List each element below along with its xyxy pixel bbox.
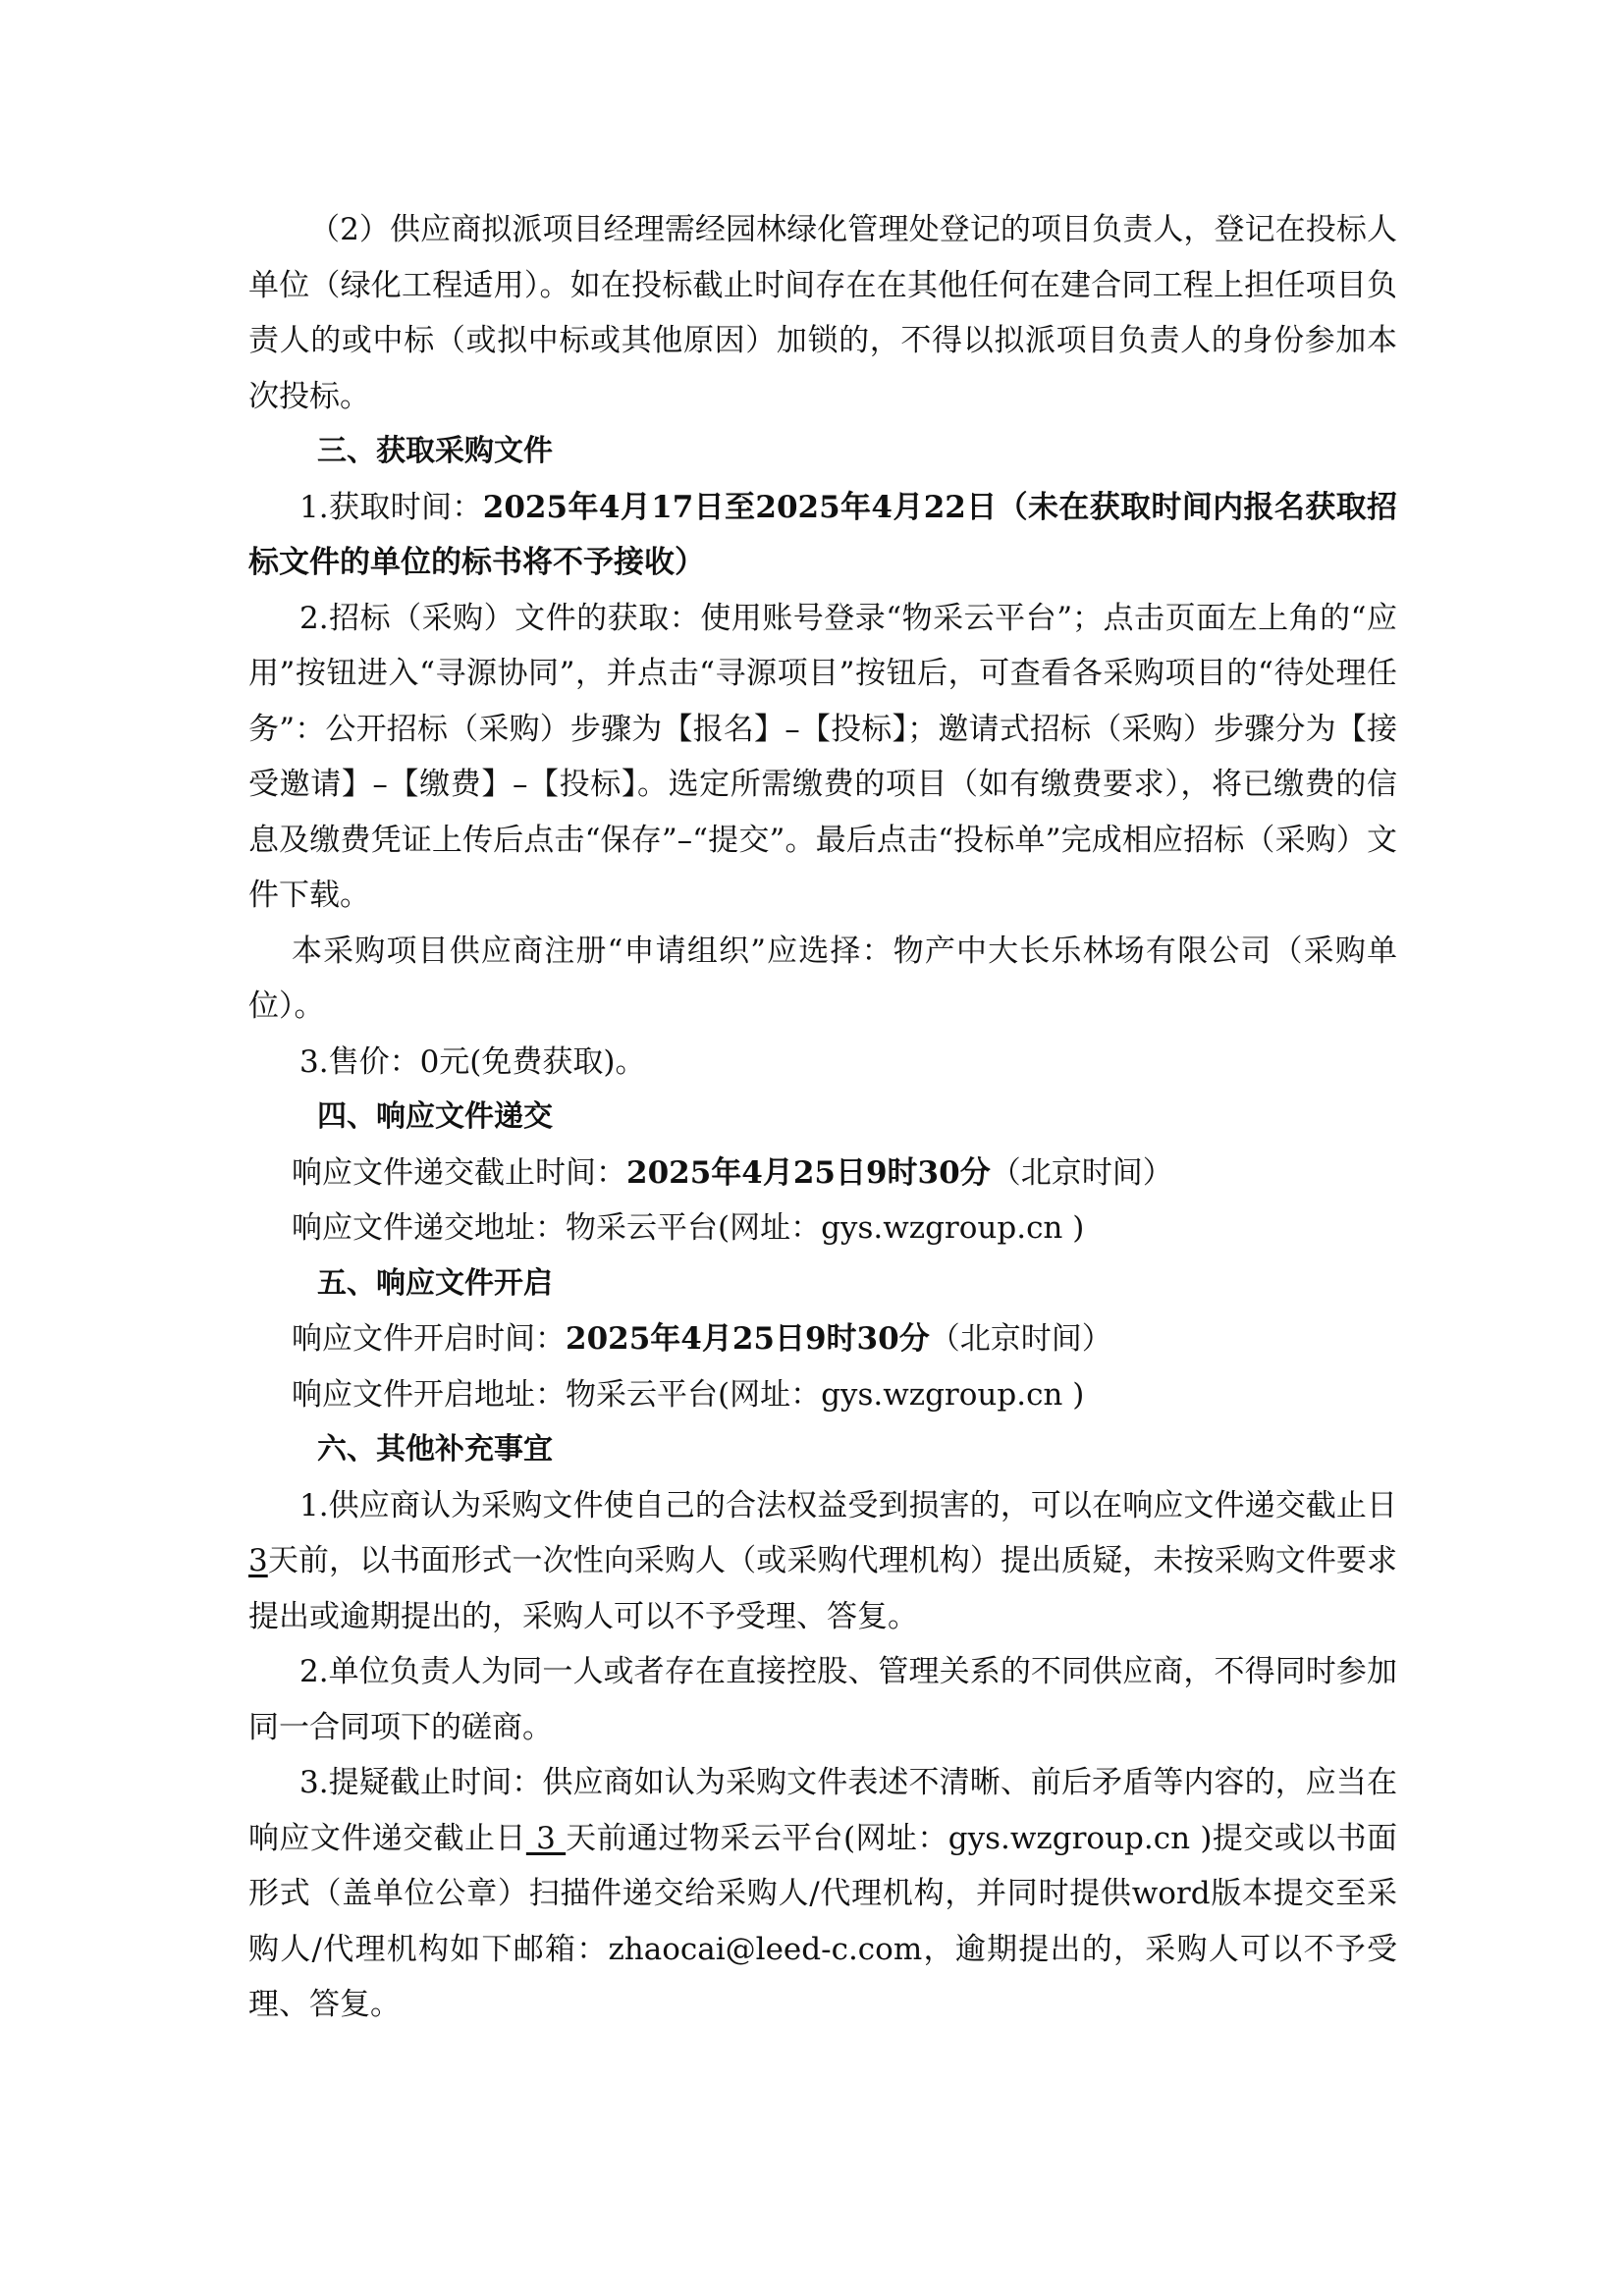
s5-time-suffix: （北京时间） bbox=[929, 1321, 1112, 1357]
section-3-heading: 三、获取采购文件 bbox=[317, 434, 553, 468]
s5-address: 响应文件开启地址：物采云平台(网址：gys.wzgroup.cn ) bbox=[292, 1376, 1085, 1413]
s3-registration-note: 本采购项目供应商注册“申请组织”应选择：物产中大长乐林场有限公司（采购单位）。 bbox=[248, 933, 1397, 1024]
s4-deadline-value: 2025年4月25日9时30分 bbox=[626, 1154, 991, 1191]
document-body bbox=[248, 202, 1397, 2033]
s3-item1-label: 1.获取时间： bbox=[299, 489, 483, 525]
s6-item1-days: 3 bbox=[248, 1543, 268, 1578]
s6-item2-same-responsible-person: 2.单位负责人为同一人或者存在直接控股、管理关系的不同供应商，不得同时参加同一合同项下的磋商。 bbox=[248, 1654, 1397, 1745]
s4-deadline bbox=[248, 1146, 1397, 1201]
section-5-heading: 五、响应文件开启 bbox=[317, 1265, 553, 1301]
section-4-heading: 四、响应文件递交 bbox=[317, 1099, 553, 1134]
s3-item1-bold-period: 2025年4月17日至2025年4月22日（未在获取时间内报名获取招标文件的单位的标书将不予接收） bbox=[248, 489, 1397, 580]
s3-item2-acquisition-method: 2.招标（采购）文件的获取：使用账号登录“物采云平台”；点击页面左上角的“应用”按钮进入“寻源协同”，并点击“寻源项目”按钮后，可查看各采购项目的“待处理任务”：公开招标（采购）步骤为【报名】–【投标】；邀请式招标（采购）步骤分为【接受邀请】–【缴费】–【投标】。选定所需缴费的项目（如有缴费要求），将已缴费的信息及缴费凭证上传后点击“保存”–“提交”。最后点击“投标单”完成相应招标（采购）文件下载。 bbox=[248, 600, 1397, 913]
s6-item3-post: 天前通过物采云平台(网址：gys.wzgroup.cn )提交或以书面形式（盖单位公章）扫描件递交给采购人/代理机构，并同时提供word版本提交至采购人/代理机构如下邮箱：zhaocai@leed-c.com，逾期提出的，采购人可以不予受理、答复。 bbox=[248, 1820, 1398, 2022]
s4-address: 响应文件递交地址：物采云平台(网址：gys.wzgroup.cn ) bbox=[292, 1210, 1085, 1246]
section-6-heading: 六、其他补充事宜 bbox=[317, 1432, 553, 1467]
s6-item3-pre: 3.提疑截止时间：供应商如认为采购文件表述不清晰、前后矛盾等内容的，应当在响应文件递交截止日 bbox=[248, 1765, 1397, 1856]
s6-item1-pre: 1.供应商认为采购文件使自己的合法权益受到损害的，可以在响应文件递交截止日 bbox=[299, 1487, 1397, 1523]
s5-time-value: 2025年4月25日9时30分 bbox=[566, 1321, 930, 1357]
s6-item3-days: 3 bbox=[525, 1820, 567, 1856]
s5-time-label: 响应文件开启时间： bbox=[292, 1321, 566, 1357]
s6-item3-query-deadline bbox=[248, 1755, 1397, 2033]
s3-item3-price: 3.售价：0元(免费获取)。 bbox=[299, 1043, 646, 1080]
s4-deadline-label: 响应文件递交截止时间： bbox=[292, 1154, 626, 1191]
paragraph-supplier-manager: （2）供应商拟派项目经理需经园林绿化管理处登记的项目负责人，登记在投标人单位（绿化工程适用）。如在投标截止时间存在在其他任何在建合同工程上担任项目负责人的或中标（或拟中标或其他原因）加锁的，不得以拟派项目负责人的身份参加本次投标。 bbox=[248, 212, 1397, 414]
s4-deadline-suffix: （北京时间） bbox=[990, 1154, 1173, 1191]
s5-opening-time bbox=[248, 1311, 1397, 1367]
s3-item1-acquisition-time bbox=[248, 480, 1397, 591]
s6-item1-objection bbox=[248, 1478, 1397, 1645]
s6-item1-post: 天前，以书面形式一次性向采购人（或采购代理机构）提出质疑，未按采购文件要求提出或逾期提出的，采购人可以不予受理、答复。 bbox=[248, 1543, 1397, 1634]
